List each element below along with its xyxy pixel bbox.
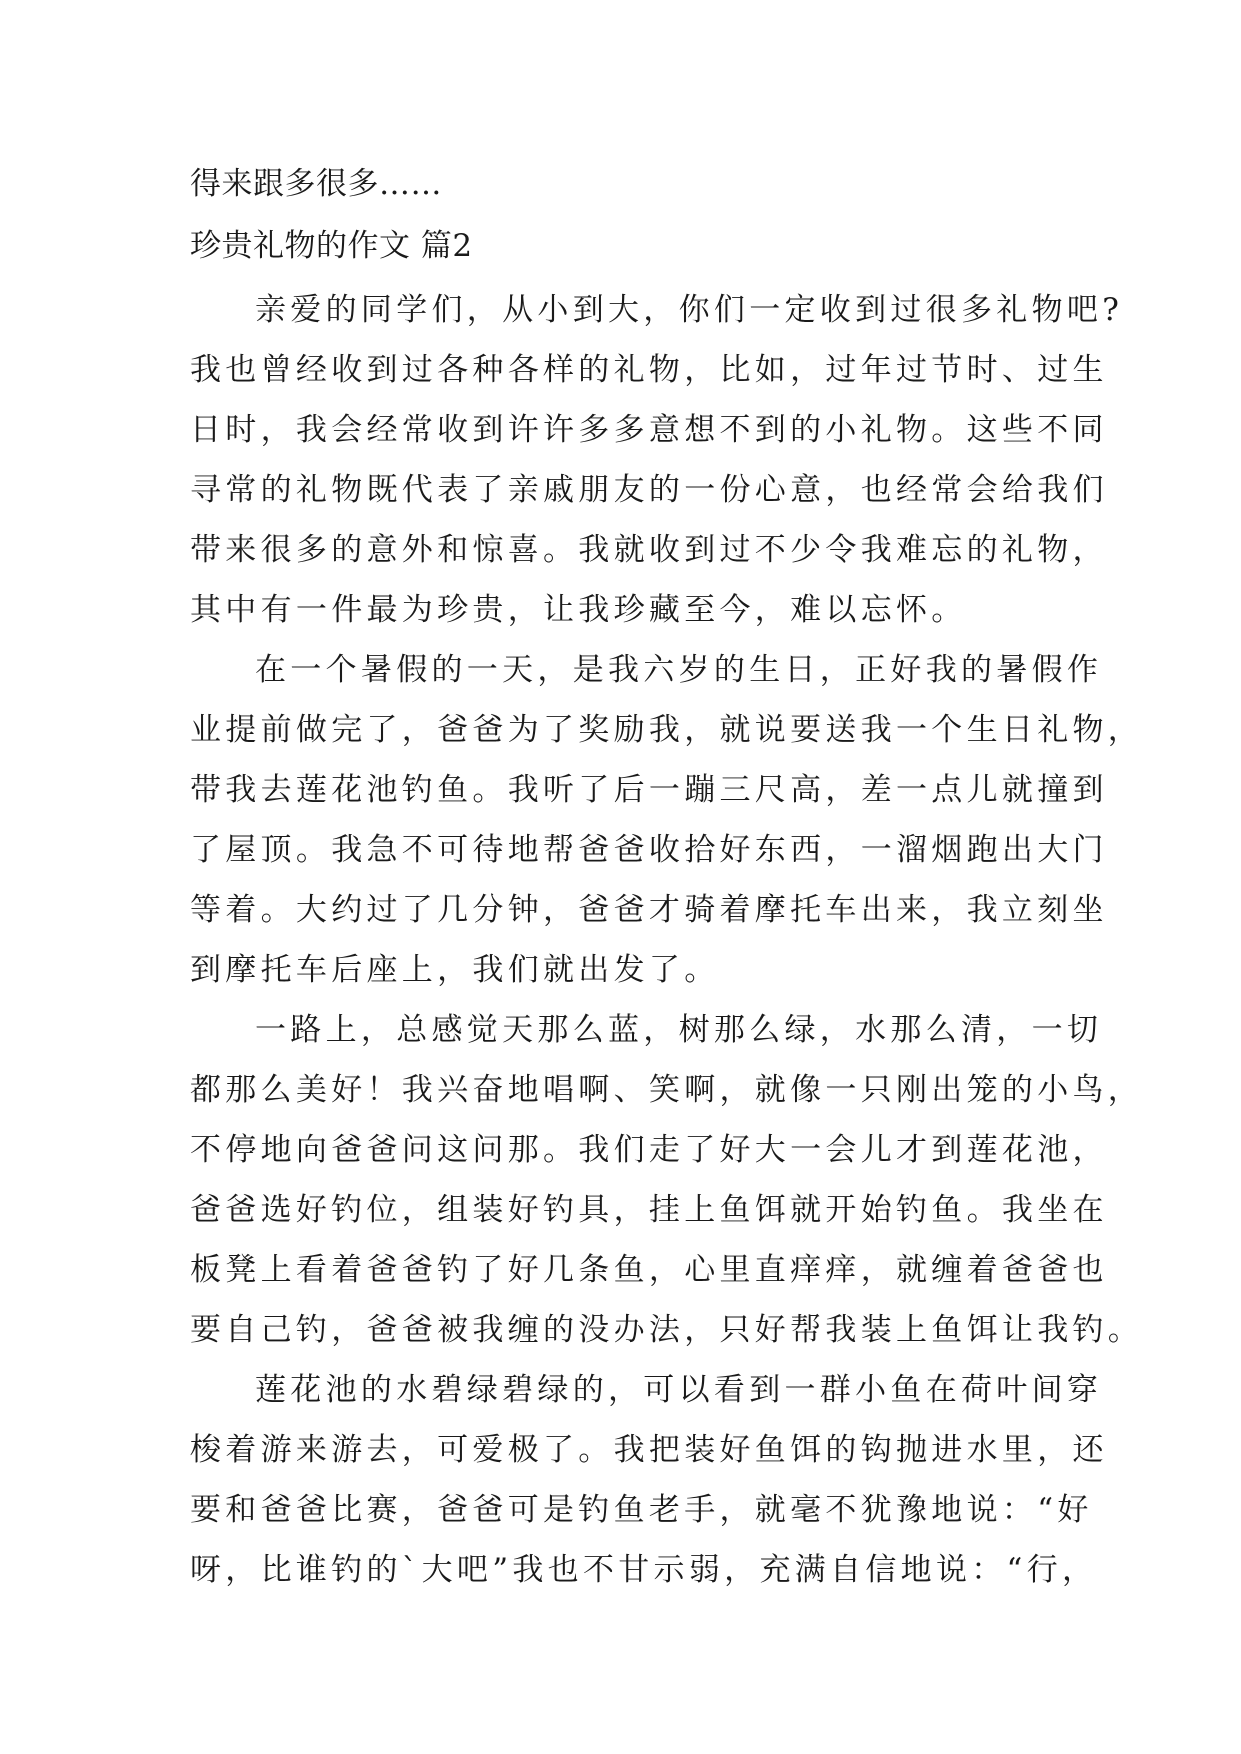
paragraph-1-line-6: 其中有一件最为珍贵，让我珍藏至今，难以忘怀。 bbox=[190, 592, 967, 628]
paragraph-2-line-6: 到摩托车后座上，我们就出发了。 bbox=[190, 952, 720, 988]
paragraph-4-line-4: 呀，比谁钓的`大吧”我也不甘示弱，充满自信地说：“行， bbox=[190, 1552, 1098, 1588]
paragraph-2-line-5: 等着。大约过了几分钟，爸爸才骑着摩托车出来，我立刻坐 bbox=[190, 892, 1108, 928]
paragraph-3-line-3: 不停地向爸爸问这问那。我们走了好大一会儿才到莲花池， bbox=[190, 1132, 1108, 1168]
paragraph-3-line-5: 板凳上看着爸爸钓了好几条鱼，心里直痒痒，就缠着爸爸也 bbox=[190, 1252, 1108, 1288]
paragraph-4-line-1: 莲花池的水碧绿碧绿的，可以看到一群小鱼在荷叶间穿 bbox=[255, 1372, 1103, 1408]
paragraph-2-line-3: 带我去莲花池钓鱼。我听了后一蹦三尺高，差一点儿就撞到 bbox=[190, 772, 1108, 808]
paragraph-4-line-2: 梭着游来游去，可爱极了。我把装好鱼饵的钩抛进水里，还 bbox=[190, 1432, 1108, 1468]
section-heading: 珍贵礼物的作文 篇2 bbox=[190, 228, 473, 264]
paragraph-1-line-3: 日时，我会经常收到许许多多意想不到的小礼物。这些不同 bbox=[190, 412, 1108, 448]
paragraph-3-line-1: 一路上，总感觉天那么蓝，树那么绿，水那么清，一切 bbox=[255, 1012, 1103, 1048]
paragraph-1-line-1: 亲爱的同学们，从小到大，你们一定收到过很多礼物吧? bbox=[255, 292, 1124, 328]
paragraph-4-line-3: 要和爸爸比赛，爸爸可是钓鱼老手，就毫不犹豫地说：“好 bbox=[190, 1492, 1093, 1528]
text-line-1: 得来跟多很多…… bbox=[190, 166, 442, 202]
paragraph-3-line-4: 爸爸选好钓位，组装好钓具，挂上鱼饵就开始钓鱼。我坐在 bbox=[190, 1192, 1108, 1228]
paragraph-2-line-4: 了屋顶。我急不可待地帮爸爸收拾好东西，一溜烟跑出大门 bbox=[190, 832, 1108, 868]
paragraph-1-line-2: 我也曾经收到过各种各样的礼物，比如，过年过节时、过生 bbox=[190, 352, 1108, 388]
paragraph-1-line-4: 寻常的礼物既代表了亲戚朋友的一份心意，也经常会给我们 bbox=[190, 472, 1108, 508]
paragraph-2-line-2: 业提前做完了，爸爸为了奖励我，就说要送我一个生日礼物， bbox=[190, 712, 1144, 748]
paragraph-2-line-1: 在一个暑假的一天，是我六岁的生日，正好我的暑假作 bbox=[255, 652, 1103, 688]
paragraph-1-line-5: 带来很多的意外和惊喜。我就收到过不少令我难忘的礼物， bbox=[190, 532, 1108, 568]
paragraph-3-line-6: 要自己钓，爸爸被我缠的没办法，只好帮我装上鱼饵让我钓。 bbox=[190, 1312, 1144, 1348]
paragraph-3-line-2: 都那么美好！我兴奋地唱啊、笑啊，就像一只刚出笼的小鸟， bbox=[190, 1072, 1144, 1108]
